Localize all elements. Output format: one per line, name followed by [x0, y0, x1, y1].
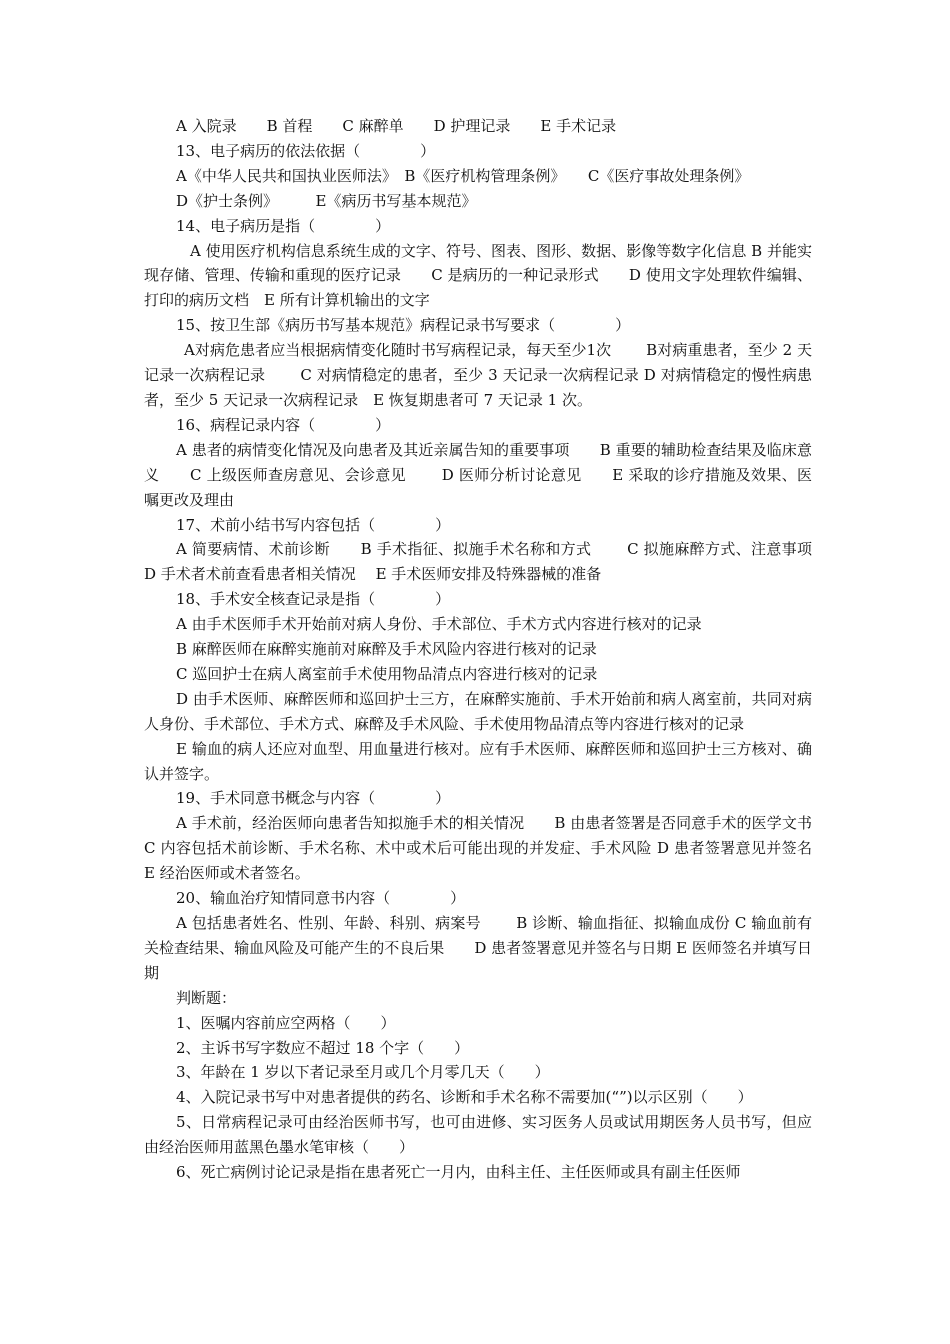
judgment-item-3: 3、年龄在 1 岁以下者记录至月或几个月零几天（ ）: [176, 1063, 550, 1082]
q15-options: A对病危患者应当根据病情变化随时书写病程记录，每天至少1次 B对病重患者，至少 2 天记录一次病程记录 C 对病情稳定的患者，至少 3 天记录一次病程记录 D 对病情稳定的慢性病患者，至少 5 天记录一次病程记录 E 恢复期患者可 7 天记录 1 次。: [144, 341, 812, 409]
q18-option-e: E 输血的病人还应对血型、用血量进行核对。应有手术医师、麻醉医师和巡回护士三方核对、确认并签字。: [144, 739, 812, 783]
q13-options-line1: A《中华人民共和国执业医师法》 B《医疗机构管理条例》 C《医疗事故处理条例》: [176, 166, 750, 185]
judgment-item-1: 1、医嘱内容前应空两格（ ）: [176, 1013, 396, 1032]
q12-options: A 入院录 B 首程 C 麻醉单 D 护理记录 E 手术记录: [176, 117, 617, 135]
q20-options: A 包括患者姓名、性别、年龄、科别、病案号 B 诊断、输血指征、拟输血成份 C 输血前有关检查结果、输血风险及可能产生的不良后果 D 患者签署意见并签名与日期 E 医师签名并填写日期: [144, 914, 812, 982]
q18-option-a: A 由手术医师手术开始前对病人身份、手术部位、手术方式内容进行核对的记录: [176, 615, 702, 634]
q18-option-c: C 巡回护士在病人离室前手术使用物品清点内容进行核对的记录: [176, 664, 598, 683]
q19-options: A 手术前，经治医师向患者告知拟施手术的相关情况 B 由患者签署是否同意手术的医学文书 C 内容包括术前诊断、手术名称、术中或术后可能出现的并发症、手术风险 D 患者签署意见并签名 E 经治医师或术者签名。: [144, 814, 847, 883]
q14-options: A 使用医疗机构信息系统生成的文字、符号、图表、图形、数据、影像等数字化信息 B 并能实现存储、管理、传输和重现的医疗记录 C 是病历的一种记录形式 D 使用文字处理软件编辑、打印的病历文档 E 所有计算机输出的文字: [144, 241, 812, 310]
document-page: [144, 114, 847, 1185]
judgment-item-4: 4、入院记录书写中对患者提供的药名、诊断和手术名称不需要加(“”)以示区别（ ）: [176, 1088, 753, 1107]
q20-question: 20、输血治疗知情同意书内容（ ）: [176, 889, 466, 908]
judgment-item-6: 6、死亡病例讨论记录是指在患者死亡一月内，由科主任、主任医师或具有副主任医师: [176, 1163, 741, 1182]
judgment-item-2: 2、主诉书写字数应不超过 18 个字（ ）: [176, 1038, 470, 1057]
q13-question: 13、电子病历的依法依据（ ）: [176, 141, 436, 160]
q17-options: A 简要病情、术前诊断 B 手术指征、拟施手术名称和方式 C 拟施麻醉方式、注意事项 D 手术者术前查看患者相关情况 E 手术医师安排及特殊器械的准备: [144, 540, 843, 584]
q18-option-b: B 麻醉医师在麻醉实施前对麻醉及手术风险内容进行核对的记录: [176, 640, 597, 659]
q17-question: 17、术前小结书写内容包括（ ）: [176, 515, 451, 534]
q16-question: 16、病程记录内容（ ）: [176, 415, 391, 434]
q13-options-line2: D《护士条例》 E《病历书写基本规范》: [176, 191, 477, 210]
judgment-item-5: 5、日常病程记录可由经治医师书写，也可由进修、实习医务人员或试用期医务人员书写，但应由经治医师用蓝黑色墨水笔审核（ ）: [144, 1113, 812, 1157]
judgment-heading: 判断题：: [176, 988, 237, 1007]
q18-question: 18、手术安全核查记录是指（ ）: [176, 590, 451, 609]
q19-question: 19、手术同意书概念与内容（ ）: [176, 789, 451, 808]
q16-options: A 患者的病情变化情况及向患者及其近亲属告知的重要事项 B 重要的辅助检查结果及临床意义 C 上级医师查房意见、会诊意见 D 医师分析讨论意见 E 采取的诊疗措施及效果、医嘱更改及理由: [144, 440, 812, 509]
q15-question: 15、按卫生部《病历书写基本规范》病程记录书写要求（ ）: [176, 316, 631, 335]
q14-question: 14、电子病历是指（ ）: [176, 216, 391, 235]
q18-option-d: D 由手术医师、麻醉医师和巡回护士三方，在麻醉实施前、手术开始前和病人离室前，共同对病人身份、手术部位、手术方式、麻醉及手术风险、手术使用物品清点等内容进行核对的记录: [144, 689, 812, 733]
